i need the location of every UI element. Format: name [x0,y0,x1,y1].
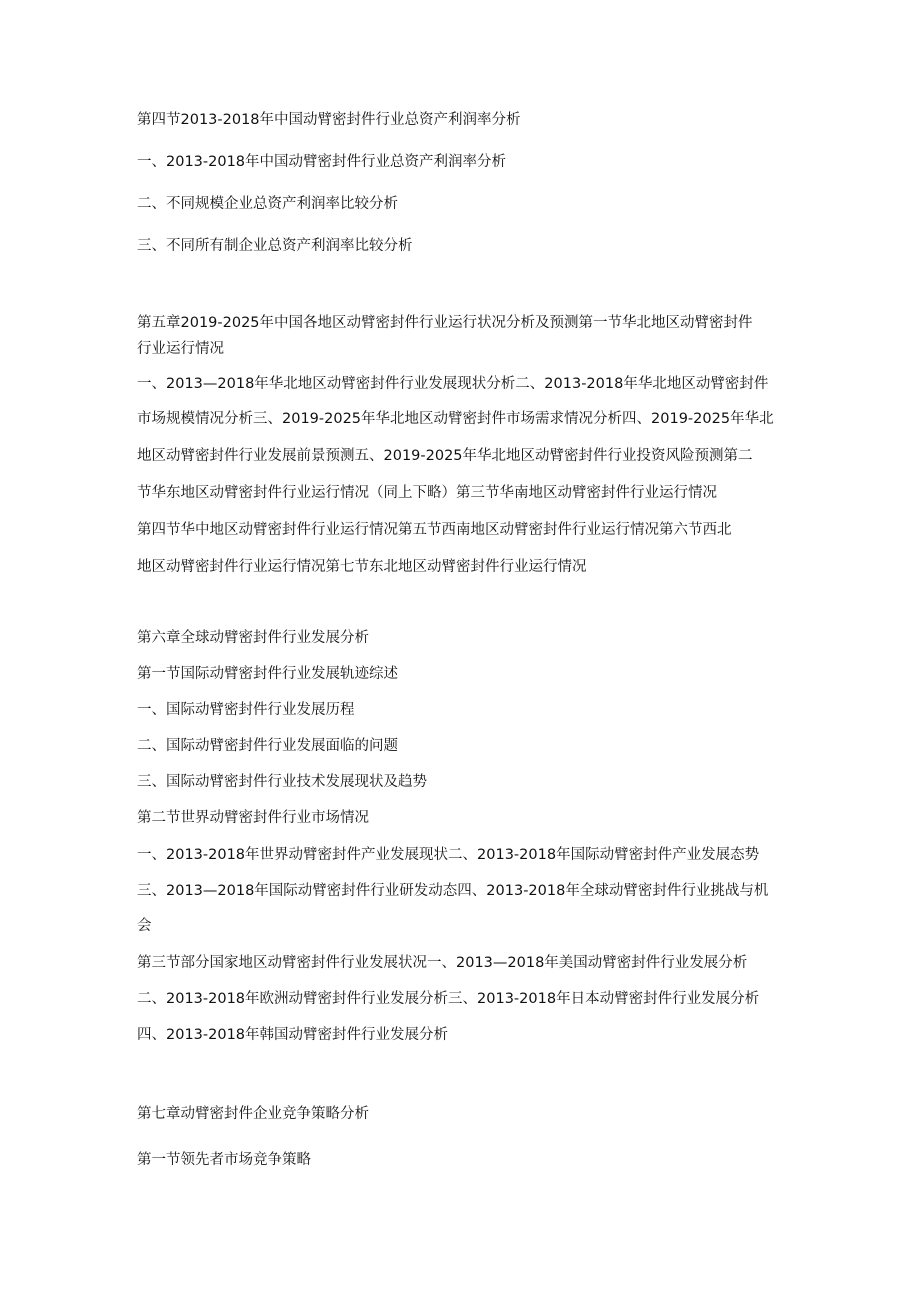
section-heading: 第一节国际动臂密封件行业发展轨迹综述 [137,666,398,682]
paragraph-line: 节华东地区动臂密封件行业运行情况（同上下略）第三节华南地区动臂密封件行业运行情况 [137,485,717,501]
paragraph-line: 一、2013-2018年世界动臂密封件产业发展现状二、2013-2018年国际动臂密封件产业发展态势 [137,847,760,863]
chapter-heading: 第六章全球动臂密封件行业发展分析 [137,630,369,646]
list-item: 二、国际动臂密封件行业发展面临的问题 [137,738,398,754]
list-item: 二、不同规模企业总资产利润率比较分析 [137,196,398,212]
paragraph-line: 会 [137,918,152,934]
paragraph-line: 三、2013—2018年国际动臂密封件行业研发动态四、2013-2018年全球动臂密封件行业挑战与机 [137,883,769,899]
chapter-heading-continued: 行业运行情况 [137,341,224,357]
paragraph-line: 地区动臂密封件行业运行情况第七节东北地区动臂密封件行业运行情况 [137,559,587,575]
paragraph-line: 市场规模情况分析三、2019-2025年华北地区动臂密封件市场需求情况分析四、2019-2025年华北 [137,411,774,427]
chapter-heading: 第五章2019-2025年中国各地区动臂密封件行业运行状况分析及预测第一节华北地区动臂密封件 [137,315,753,331]
section-heading: 第四节2013-2018年中国动臂密封件行业总资产利润率分析 [137,112,521,128]
list-item: 三、国际动臂密封件行业技术发展现状及趋势 [137,774,427,790]
list-item: 一、国际动臂密封件行业发展历程 [137,702,355,718]
list-item: 一、2013-2018年中国动臂密封件行业总资产利润率分析 [137,154,507,170]
chapter-heading: 第七章动臂密封件企业竞争策略分析 [137,1106,369,1122]
paragraph-line: 一、2013—2018年华北地区动臂密封件行业发展现状分析二、2013-2018年华北地区动臂密封件 [137,376,769,392]
paragraph-line: 地区动臂密封件行业发展前景预测五、2019-2025年华北地区动臂密封件行业投资风险预测第二 [137,448,753,464]
paragraph-line: 第四节华中地区动臂密封件行业运行情况第五节西南地区动臂密封件行业运行情况第六节西北 [137,522,732,538]
list-item: 三、不同所有制企业总资产利润率比较分析 [137,238,413,254]
section-heading: 第一节领先者市场竞争策略 [137,1152,311,1168]
paragraph-line: 第三节部分国家地区动臂密封件行业发展状况一、2013—2018年美国动臂密封件行业发展分析 [137,955,748,971]
section-heading: 第二节世界动臂密封件行业市场情况 [137,810,369,826]
paragraph-line: 二、2013-2018年欧洲动臂密封件行业发展分析三、2013-2018年日本动臂密封件行业发展分析 [137,991,760,1007]
paragraph-line: 四、2013-2018年韩国动臂密封件行业发展分析 [137,1027,449,1043]
